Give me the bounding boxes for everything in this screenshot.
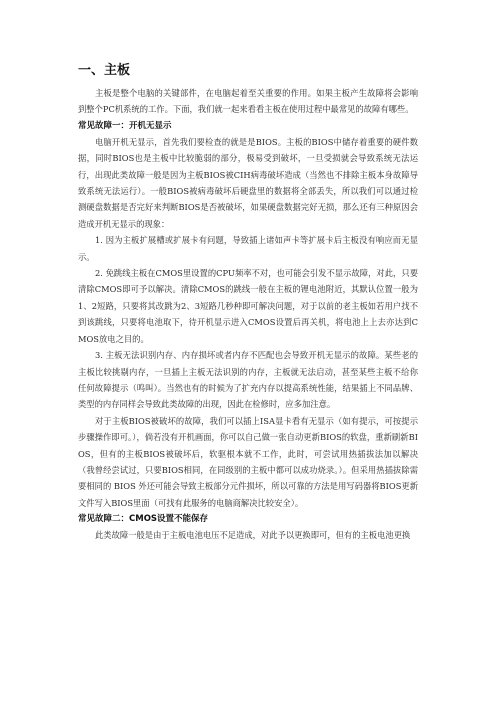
section-heading: 一、主板 [78, 63, 131, 78]
fault2-title: 常见故障二：CMOS设置不能保存 [78, 514, 209, 525]
fault1-cause-2: 2. 免跳线主板在CMOS里设置的CPU频率不对，也可能会引发不显示故障，对此，只要清除CMOS即可予以解决。清除CMOS的跳线一般在主板的锂电池附近，其默认位置一般为1、2短路，只要将其改跳为2、3短路几秒种即可解决问题，对于以前的老主板如若用户找不到该跳线，只要将电池取下，待开机显示进入CMOS设置后再关机，将电池上上去亦达到CMOS放电之目的。 [78, 268, 418, 344]
fault1-paragraph-1: 电脑开机无显示，首先我们要检查的就是是BIOS。主板的BIOS中储存着重要的硬件数据，同时BIOS也是主板中比较脆弱的部分，极易受到破坏，一旦受损就会导致系统无法运行，出现此类故障一般是因为主板BIOS被CIH病毒破坏造成（当然也不排除主板本身故障导致系统无法运行）。一般BIOS被病毒破坏后硬盘里的数据将全部丢失，所以我们可以通过检测硬盘数据是否完好来判断BIOS是否被破坏，如果硬盘数据完好无损，那么还有三种原因会造成开机无显示的现象： [78, 136, 418, 229]
document-page [78, 62, 418, 544]
fault1-title: 常见故障一：开机无显示 [78, 120, 172, 131]
intro-paragraph: 主板是整个电脑的关键部件，在电脑起着至关重要的作用。如果主板产生故障将会影响到整个PC机系统的工作。下面，我们就一起来看看主板在使用过程中最常见的故障有哪些。 [78, 88, 418, 115]
fault1-cause-3: 3. 主板无法识别内存、内存损坏或者内存不匹配也会导致开机无显示的故障。某些老的主板比较挑剔内存，一旦插上主板无法识别的内存，主板就无法启动，甚至某些主板不给你任何故障提示（鸣叫）。当然也有的时候为了扩充内存以提高系统性能，结果插上不同品牌、类型的内存同样会导致此类故障的出现，因此在检修时，应多加注意。 [78, 350, 418, 410]
fault1-cause-1: 1. 因为主板扩展槽或扩展卡有问题，导致插上诸如声卡等扩展卡后主板没有响应而无显示。 [78, 235, 418, 262]
fault1-bios-fix: 对于主板BIOS被破坏的故障，我们可以插上ISA显卡看有无显示（如有提示，可按提示步骤操作即可。），倘若没有开机画面，你可以自己做一张自动更新BIOS的软盘，重新刷新BIOS，但有的主板BIOS被破坏后，软驱根本就不工作，此时，可尝试用热插拔法加以解决（我曾经尝试过，只要BIOS相同，在同级别的主板中都可以成功烧录。）。但采用热插拔除需要相同的 BIOS 外还可能会导致主板部分元件损坏，所以可靠的方法是用写码器将BIOS更新文件写入BIOS里面（可找有此服务的电脑商解决比较安全）。 [78, 415, 418, 508]
fault2-paragraph-1: 此类故障一般是由于主板电池电压不足造成，对此予以更换即可，但有的主板电池更换 [95, 530, 411, 541]
